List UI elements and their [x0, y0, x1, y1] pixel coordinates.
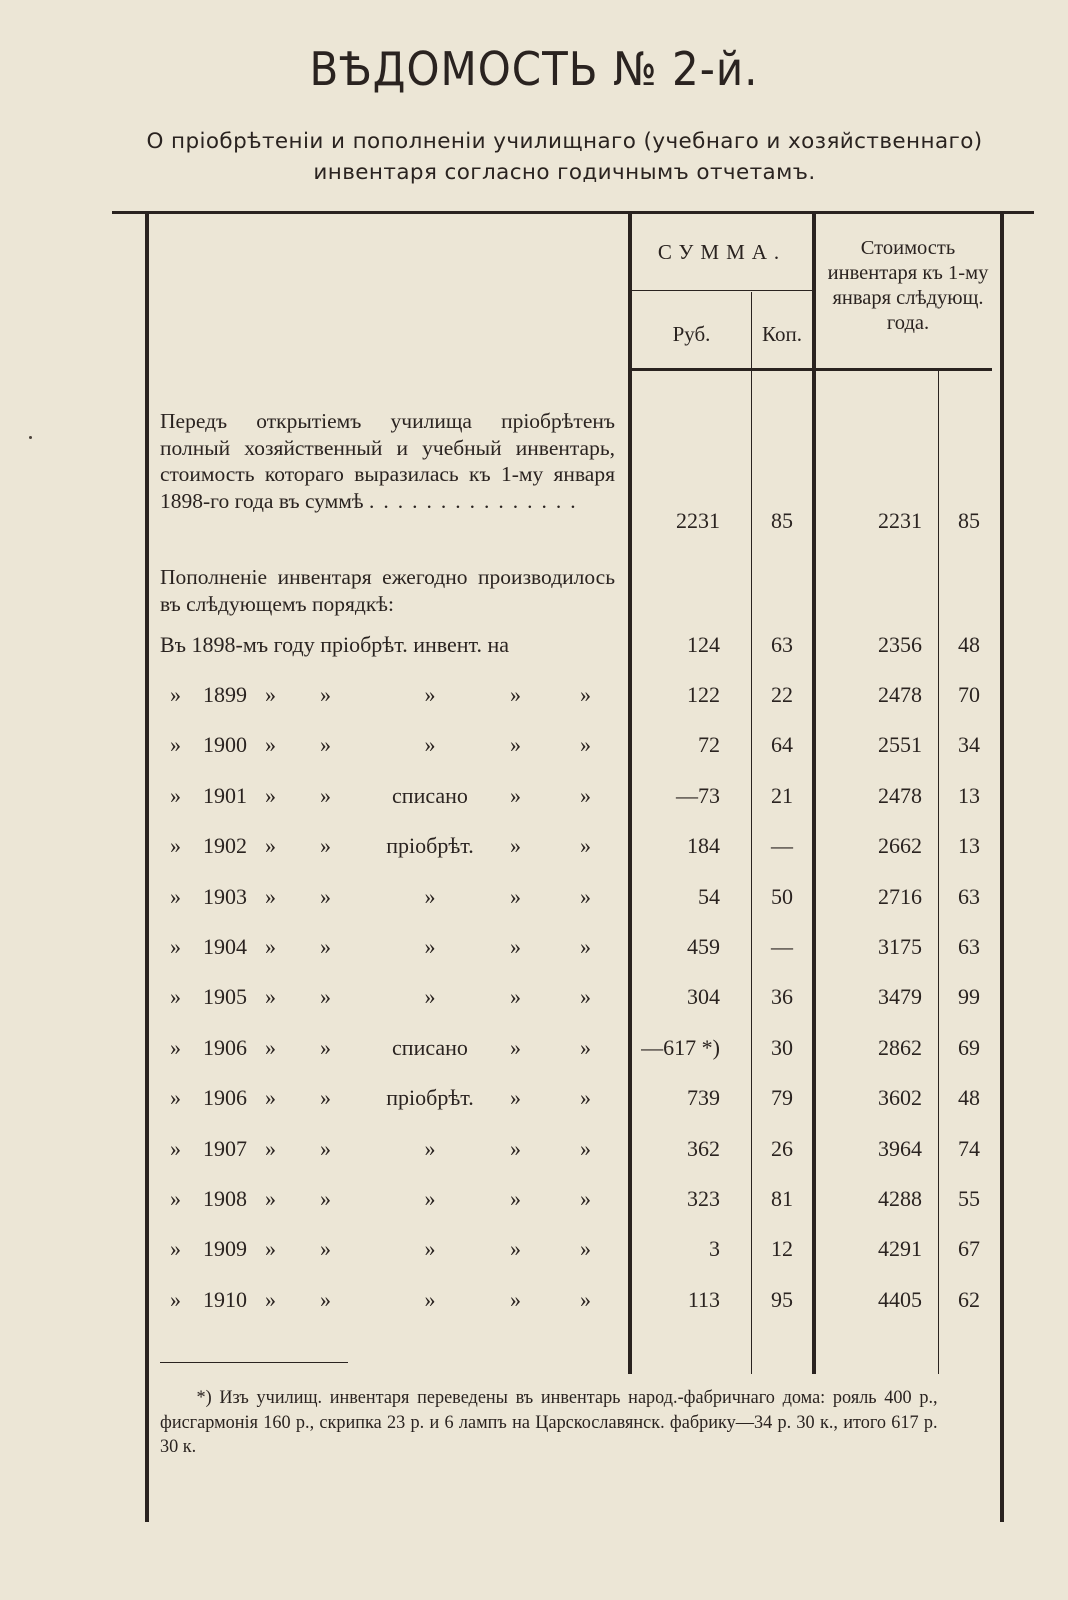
ditto-mark: » [265, 1034, 276, 1060]
ditto-mark: » [265, 934, 276, 959]
ditto-mark: » [510, 1186, 521, 1211]
ditto-mark: » [510, 732, 521, 758]
row-action: » [424, 1236, 436, 1262]
ditto-mark: » [170, 1186, 181, 1211]
footnote-rule [160, 1362, 348, 1363]
ditto-mark: » [265, 833, 276, 859]
ditto-mark: » [170, 1034, 181, 1060]
row-cost-kop: 34 [958, 732, 980, 758]
table-row [0, 831, 1068, 861]
ditto-mark: » [265, 1085, 276, 1111]
row-cost-rub: 2551 [878, 732, 922, 758]
row-cost-kop: 13 [958, 782, 980, 808]
ditto-mark: » [265, 682, 276, 707]
row-kop: 12 [771, 1236, 793, 1262]
ditto-mark: » [580, 934, 591, 959]
ditto-mark: » [510, 1286, 521, 1312]
ditto-mark: » [170, 1236, 181, 1262]
row-action: » [424, 883, 436, 909]
header-kop: Коп. [762, 322, 802, 346]
row-action: » [424, 1286, 436, 1312]
section-paragraph: Пополненіе инвентаря ежегодно производилось въ слѣдующемъ порядкѣ: [160, 565, 615, 616]
row-action: пріобрѣт. [386, 1085, 474, 1111]
footnote: *) Изъ училищ. инвентаря переведены въ инвентарь народ.-фабричнаго дома: рояль 400 р., фисгармонія 160 р., скрипка 23 р. и 6 лампъ на Царскославянск. фабрику—34 р. 30 к., итого 617 р. 30 к. [160, 1387, 938, 1457]
ditto-mark: » [510, 682, 521, 707]
ditto-mark: » [320, 984, 331, 1010]
ditto-mark: » [320, 883, 331, 909]
row-cost-rub: 2662 [878, 833, 922, 859]
row-action: » [424, 732, 436, 758]
row-cost-kop: 74 [958, 1135, 980, 1161]
row-year: 1899 [203, 682, 247, 707]
header-summa: СУММА. [657, 240, 787, 264]
ditto-mark: » [510, 934, 521, 959]
row-rub: 3 [709, 1236, 720, 1262]
row-year: 1904 [203, 934, 247, 959]
row-cost-kop: 69 [958, 1034, 980, 1060]
row-action: » [424, 934, 436, 959]
ditto-mark: » [170, 833, 181, 859]
row-cost-rub: 2478 [878, 782, 922, 808]
intro-cost-kop: 85 [958, 508, 980, 533]
row-action: » [424, 984, 436, 1010]
ditto-mark: » [510, 833, 521, 859]
ditto-mark: » [170, 934, 181, 959]
table-row [0, 1033, 1068, 1063]
ditto-mark: » [510, 1034, 521, 1060]
ditto-mark: » [170, 1085, 181, 1111]
ditto-mark: » [580, 1236, 591, 1262]
ditto-mark: » [580, 782, 591, 808]
row-cost-kop: 63 [958, 934, 980, 959]
row-cost-rub: 2862 [878, 1034, 922, 1060]
ditto-mark: » [320, 1135, 331, 1161]
intro-kop: 85 [771, 508, 793, 533]
row-year: 1907 [203, 1135, 247, 1161]
intro-cost-rub: 2231 [878, 508, 922, 533]
ditto-mark: » [580, 833, 591, 859]
table-right-border [1000, 214, 1004, 1522]
table-row [0, 1285, 1068, 1315]
ditto-mark: » [320, 1286, 331, 1312]
table-top-rule [112, 211, 1034, 214]
row-year: 1908 [203, 1186, 247, 1211]
row-action: » [424, 1186, 436, 1211]
ditto-mark: » [510, 984, 521, 1010]
row-rub: —73 [676, 782, 720, 808]
row-rub: 362 [687, 1135, 720, 1161]
paper-speck [29, 436, 32, 439]
table-row [0, 781, 1068, 811]
intro-paragraph [160, 408, 615, 514]
ditto-mark: » [580, 1135, 591, 1161]
row-kop: — [771, 833, 793, 859]
row-action: » [424, 682, 436, 707]
row-rub: 184 [687, 833, 720, 859]
ditto-mark: » [510, 782, 521, 808]
ditto-mark: » [320, 934, 331, 959]
ditto-mark: » [265, 782, 276, 808]
header-bottom-rule [632, 368, 992, 371]
row-cost-rub: 3964 [878, 1135, 922, 1161]
row-cost-kop: 63 [958, 883, 980, 909]
ditto-mark: » [510, 1085, 521, 1111]
row-cost-rub: 2716 [878, 883, 922, 909]
row-cost-rub: 4405 [878, 1286, 922, 1312]
row-year: 1910 [203, 1286, 247, 1312]
table-left-border [145, 214, 149, 1522]
row-cost-kop: 13 [958, 833, 980, 859]
table-row [0, 680, 1068, 710]
row-year: 1909 [203, 1236, 247, 1262]
ditto-mark: » [170, 984, 181, 1010]
ditto-mark: » [580, 1034, 591, 1060]
row-cost-rub: 4291 [878, 1236, 922, 1262]
page-subtitle: О пріобрѣтеніи и пополненіи училищнаго (учебнаго и хозяйственнаго) инвентаря согласно годичнымъ отчетамъ. [146, 129, 983, 185]
row-cost-rub: 3479 [878, 984, 922, 1010]
row-rub: 739 [687, 1085, 720, 1111]
row-kop: 21 [771, 782, 793, 808]
intro-text: Передъ открытіемъ училища пріобрѣтенъ полный хозяйственный и учебный инвентарь, стоимость котораго выразилась къ 1-му января 1898-го года въ суммѣ [160, 409, 615, 513]
row-cost-kop: 70 [958, 682, 980, 707]
ditto-mark: » [580, 1085, 591, 1111]
row-year: 1906 [203, 1034, 247, 1060]
row-cost-kop: 99 [958, 984, 980, 1010]
ditto-mark: » [265, 732, 276, 758]
ditto-mark: » [170, 1135, 181, 1161]
row-cost-rub: 4288 [878, 1186, 922, 1211]
row-kop: 95 [771, 1286, 793, 1312]
leader-dots: ............... [368, 488, 585, 513]
table-row [0, 730, 1068, 760]
table-row [0, 932, 1068, 962]
table-row [0, 1234, 1068, 1264]
ditto-mark: » [320, 732, 331, 758]
ditto-mark: » [320, 682, 331, 707]
ditto-mark: » [170, 1286, 181, 1312]
row-cost-rub: 3602 [878, 1085, 922, 1111]
header-cost: Стоимость инвентаря къ 1-му января слѣдующ. года. [827, 237, 989, 334]
row-year: 1901 [203, 782, 247, 808]
ditto-mark: » [580, 1286, 591, 1312]
row-rub: 122 [687, 682, 720, 707]
ditto-mark: » [320, 1236, 331, 1262]
row-rub: 72 [698, 732, 720, 758]
ditto-mark: » [265, 1186, 276, 1211]
table-row-1898 [0, 630, 1068, 660]
row-action: пріобрѣт. [386, 833, 474, 859]
row-cost-kop: 48 [958, 1085, 980, 1111]
row-kop: 79 [771, 1085, 793, 1111]
row-rub: 459 [687, 934, 720, 959]
ditto-mark: » [170, 883, 181, 909]
row-label: Въ 1898-мъ году пріобрѣт. инвент. на [160, 632, 510, 657]
table-row [0, 1184, 1068, 1214]
intro-rub: 2231 [676, 508, 720, 533]
ditto-mark: » [265, 984, 276, 1010]
ditto-mark: » [265, 1135, 276, 1161]
table-row [0, 982, 1068, 1012]
row-kop: 26 [771, 1135, 793, 1161]
row-kop: 63 [771, 632, 793, 657]
row-kop: 64 [771, 732, 793, 758]
ditto-mark: » [580, 984, 591, 1010]
row-kop: 81 [771, 1186, 793, 1211]
row-cost-rub: 2478 [878, 682, 922, 707]
table-row [0, 882, 1068, 912]
row-year: 1903 [203, 883, 247, 909]
ditto-mark: » [510, 1135, 521, 1161]
row-year: 1905 [203, 984, 247, 1010]
ditto-mark: » [580, 732, 591, 758]
ditto-mark: » [265, 1286, 276, 1312]
ditto-mark: » [580, 682, 591, 707]
header-rub: Руб. [672, 322, 711, 346]
row-rub: 323 [687, 1186, 720, 1211]
row-cost-rub: 2356 [878, 632, 922, 657]
row-year: 1900 [203, 732, 247, 758]
row-year: 1906 [203, 1085, 247, 1111]
row-action: списано [392, 1034, 468, 1060]
row-kop: 36 [771, 984, 793, 1010]
ditto-mark: » [170, 732, 181, 758]
row-rub: —617 *) [641, 1034, 720, 1060]
row-cost-rub: 3175 [878, 934, 922, 959]
ditto-mark: » [320, 782, 331, 808]
ditto-mark: » [265, 1236, 276, 1262]
ditto-mark: » [580, 883, 591, 909]
ditto-mark: » [170, 682, 181, 707]
row-cost-kop: 67 [958, 1236, 980, 1262]
row-kop: 50 [771, 883, 793, 909]
ditto-mark: » [320, 1034, 331, 1060]
ditto-mark: » [320, 833, 331, 859]
sum-header-divider [632, 290, 812, 291]
row-cost-kop: 62 [958, 1286, 980, 1312]
ditto-mark: » [320, 1186, 331, 1211]
ditto-mark: » [265, 883, 276, 909]
row-cost-kop: 48 [958, 632, 980, 657]
ditto-mark: » [320, 1085, 331, 1111]
ditto-mark: » [580, 1186, 591, 1211]
row-kop: — [771, 934, 793, 959]
ditto-mark: » [510, 883, 521, 909]
ditto-mark: » [170, 782, 181, 808]
row-rub: 124 [687, 632, 720, 657]
row-cost-kop: 55 [958, 1186, 980, 1211]
row-kop: 30 [771, 1034, 793, 1060]
row-rub: 54 [698, 883, 720, 909]
row-rub: 304 [687, 984, 720, 1010]
row-year: 1902 [203, 833, 247, 859]
ditto-mark: » [510, 1236, 521, 1262]
table-row [0, 1134, 1068, 1164]
row-rub: 113 [687, 1286, 720, 1312]
row-action: » [424, 1135, 436, 1161]
page-title: ВѢДОМОСТЬ № 2-й. [309, 42, 759, 96]
row-action: списано [392, 782, 468, 808]
row-kop: 22 [771, 682, 793, 707]
table-row [0, 1083, 1068, 1113]
intro-values-row [0, 506, 1068, 536]
